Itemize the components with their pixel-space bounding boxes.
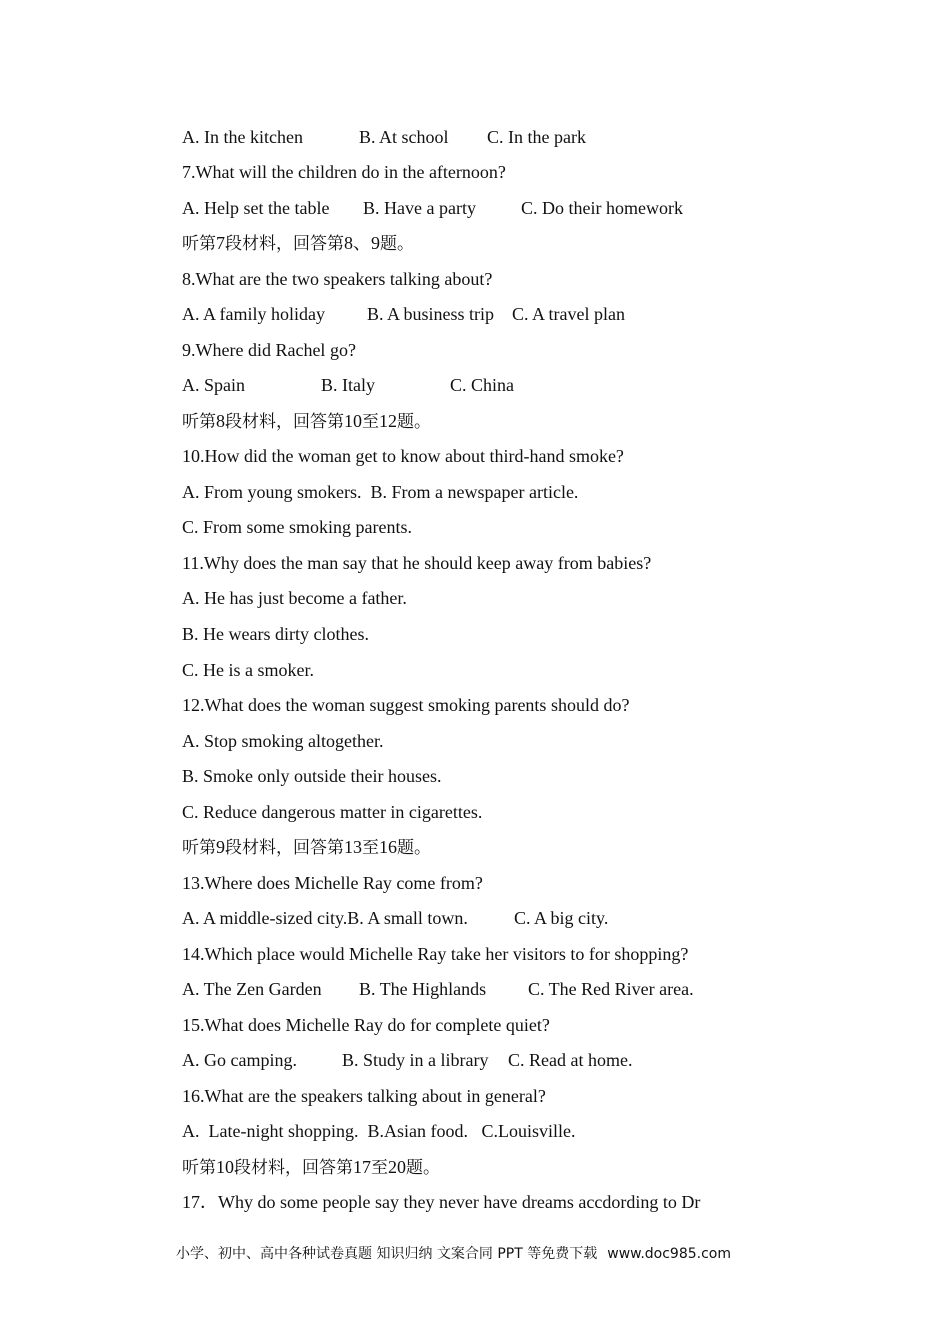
q11-option-b: B. He wears dirty clothes. [182, 624, 369, 644]
q14-option-c: C. The Red River area. [528, 979, 694, 999]
q7-options [182, 197, 782, 219]
q15-option-b: B. Study in a library [342, 1050, 489, 1070]
q10-options-line-1: A. From young smokers. B. From a newspaper article. [182, 482, 579, 502]
q15-option-c: C. Read at home. [508, 1050, 633, 1070]
section-heading-10: 听第10段材料，回答第17至20题。 [182, 1157, 440, 1178]
section-heading-8: 听第8段材料，回答第10至12题。 [182, 411, 431, 432]
q13-option-c: C. A big city. [514, 908, 609, 928]
q15-question: 15.What does Michelle Ray do for complete quiet? [182, 1015, 550, 1035]
q8-option-b: B. A business trip [367, 304, 495, 324]
q13-question: 13.Where does Michelle Ray come from? [182, 873, 483, 893]
q8-option-c: C. A travel plan [512, 304, 625, 324]
q17-question: 17．Why do some people say they never have dreams accdording to Dr [182, 1192, 701, 1212]
q6-options [182, 126, 782, 148]
q16-options: A. Late-night shopping. B.Asian food. C.Louisville. [182, 1121, 576, 1141]
q14-option-b: B. The Highlands [359, 979, 487, 999]
q8-question: 8.What are the two speakers talking about? [182, 269, 493, 289]
q11-option-a: A. He has just become a father. [182, 588, 407, 608]
q12-question: 12.What does the woman suggest smoking parents should do? [182, 695, 630, 715]
q9-option-a: A. Spain [182, 375, 245, 395]
q7-question: 7.What will the children do in the afternoon? [182, 162, 506, 182]
q13-options [182, 907, 782, 929]
q12-option-b: B. Smoke only outside their houses. [182, 766, 442, 786]
q8-options [182, 303, 782, 325]
q7-option-c: C. Do their homework [521, 198, 683, 218]
q11-question: 11.Why does the man say that he should keep away from babies? [182, 553, 652, 573]
section-heading-7: 听第7段材料，回答第8、9题。 [182, 233, 414, 254]
q12-option-c: C. Reduce dangerous matter in cigarettes. [182, 802, 483, 822]
q7-option-a: A. Help set the table [182, 198, 330, 218]
q13-option-ab: A. A middle-sized city.B. A small town. [182, 908, 468, 928]
q9-question: 9.Where did Rachel go? [182, 340, 356, 360]
q10-options-line-2: C. From some smoking parents. [182, 517, 412, 537]
q16-question: 16.What are the speakers talking about in general? [182, 1086, 546, 1106]
q15-option-a: A. Go camping. [182, 1050, 297, 1070]
q14-question: 14.Which place would Michelle Ray take her visitors to for shopping? [182, 944, 689, 964]
q14-options [182, 978, 782, 1000]
q9-option-b: B. Italy [321, 375, 375, 395]
q6-option-a: A. In the kitchen [182, 127, 303, 147]
q11-option-c: C. He is a smoker. [182, 660, 314, 680]
q6-option-b: B. At school [359, 127, 449, 147]
footer-url[interactable]: www.doc985.com [607, 1246, 731, 1262]
q6-option-c: C. In the park [487, 127, 586, 147]
q9-option-c: C. China [450, 375, 515, 395]
q15-options [182, 1049, 782, 1071]
q14-option-a: A. The Zen Garden [182, 979, 322, 999]
q7-option-b: B. Have a party [363, 198, 476, 218]
q8-option-a: A. A family holiday [182, 304, 325, 324]
q9-options [182, 374, 782, 396]
page-footer [176, 1244, 731, 1264]
footer-text: 小学、初中、高中各种试卷真题 知识归纳 文案合同 PPT 等免费下载 [176, 1246, 598, 1262]
q10-question: 10.How did the woman get to know about third-hand smoke? [182, 446, 624, 466]
q12-option-a: A. Stop smoking altogether. [182, 731, 384, 751]
section-heading-9: 听第9段材料，回答第13至16题。 [182, 837, 431, 858]
